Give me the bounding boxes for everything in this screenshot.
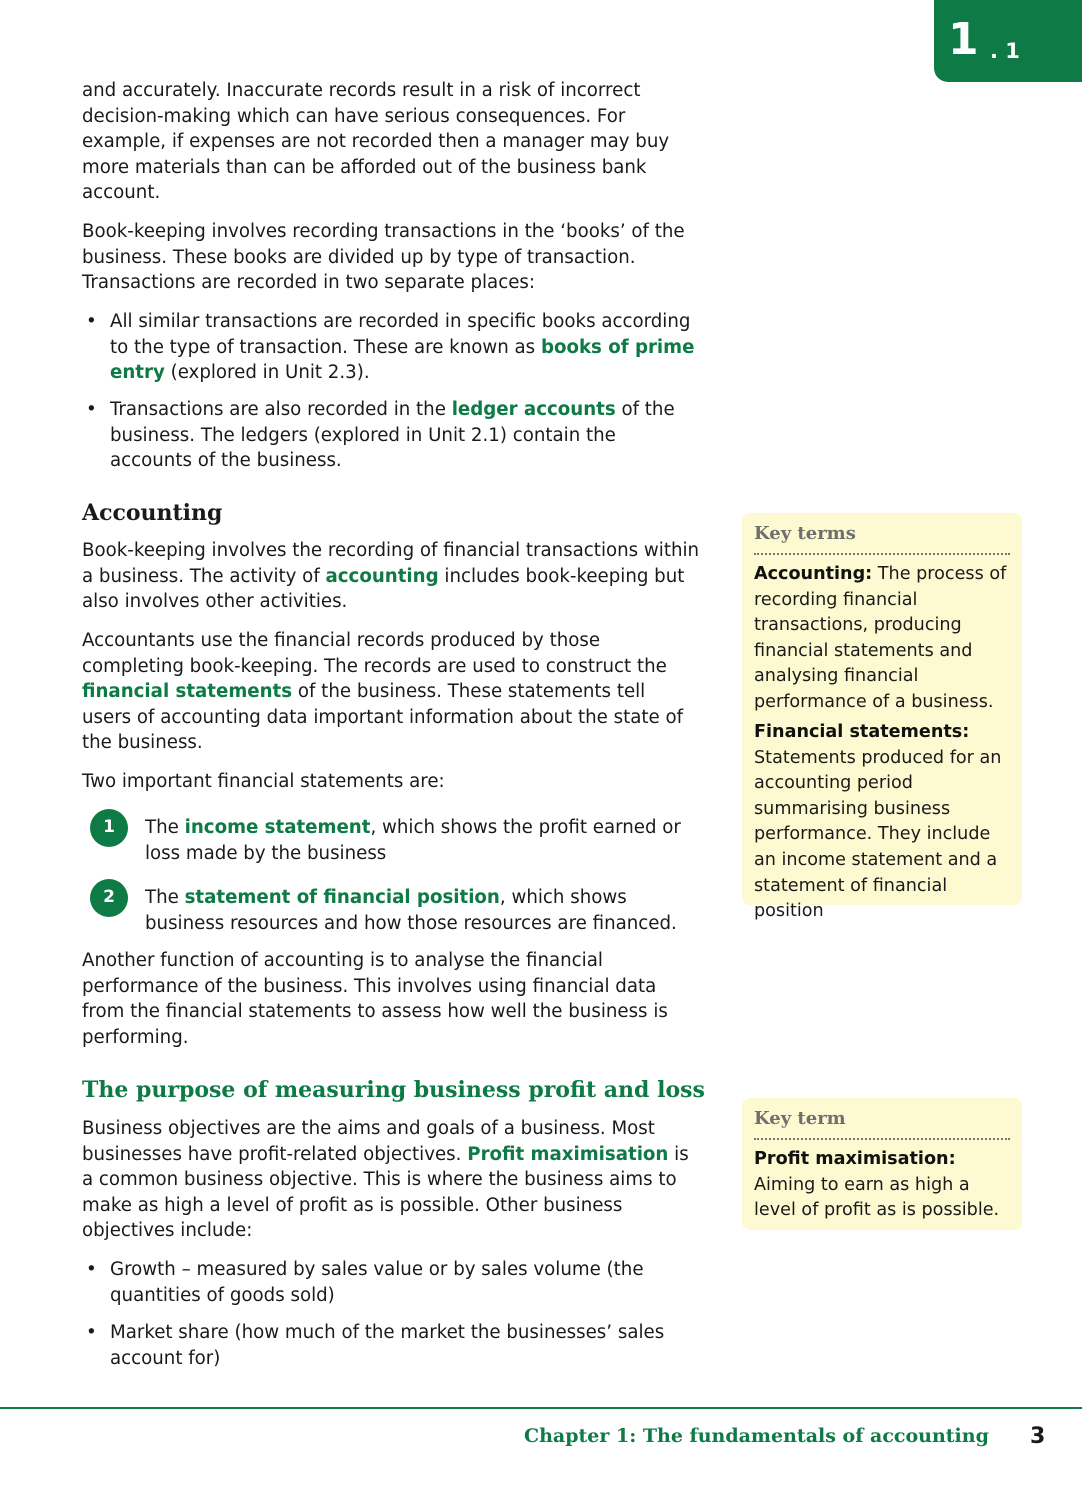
accounting-paragraph-1: Book-keeping involves the recording of financial transactions within a business. The activity of accounting includes book-keeping but also involves other activities. [82, 540, 700, 613]
unit-minor: . 1 [990, 39, 1020, 63]
accounting-paragraph-2: Accountants use the financial records produced by those completing book-keeping. The records are used to construct the financial statements of the business. These statements tell users of accounting data important information about the state of the business. [82, 630, 684, 754]
footer-divider [0, 1407, 1082, 1409]
key-term-link: income statement [184, 817, 371, 838]
key-term-entry: Accounting: The process of recording financial transactions, producing financial statements and analysing financial performance of a business. [754, 564, 1007, 712]
key-term-link: financial statements [82, 681, 293, 703]
number-badge: 1 [90, 809, 128, 847]
page-number: 3 [1030, 1424, 1046, 1449]
chapter-title: Chapter 1: The fundamentals of accounting [524, 1425, 989, 1447]
key-term-link: statement of financial position [184, 887, 500, 908]
accounting-paragraph-4: Another function of accounting is to analyse the financial performance of the business. This involves using financial data from the financial statements to assess how well the business is performing. [82, 950, 668, 1048]
key-term-box [742, 1098, 1022, 1230]
key-terms-box [742, 513, 1022, 922]
section-heading-purpose: The purpose of measuring business profit and loss [82, 1077, 705, 1103]
key-term-entry: Profit maximisation: Aiming to earn as high a level of profit as is possible. [754, 1149, 1000, 1221]
bullet-dot: • [86, 399, 97, 420]
unit-major: 1 [948, 14, 979, 65]
bullet-dot: • [86, 1322, 97, 1343]
key-term-link: ledger accounts [451, 399, 616, 420]
key-term-entry: Financial statements: Statements produced for an accounting period summarising business performance. They include an income statement and a statement of financial position [754, 722, 1002, 922]
unit-tab [934, 0, 1082, 82]
purpose-paragraph-1: Business objectives are the aims and goals of a business. Most businesses have profit-related objectives. Profit maximisation is a common business objective. This is where the business aims to make as high a level of profit as is possible. Other business objectives include: [82, 1118, 689, 1242]
key-term-link: accounting [325, 565, 439, 587]
number-badge: 2 [90, 879, 128, 917]
accounting-paragraph-3: Two important financial statements are: [82, 771, 445, 792]
key-terms-title: Key terms [754, 521, 1010, 555]
intro-paragraph-2: Book-keeping involves recording transactions in the ‘books’ of the business. These books are divided up by type of transaction. Transactions are recorded in two separate places: [82, 221, 685, 294]
bullet-dot: • [86, 1259, 97, 1280]
key-term-link: books of prime entry [110, 336, 695, 384]
key-term-title: Key term [754, 1106, 1010, 1140]
key-term-link: Profit maximisation [467, 1143, 669, 1165]
bullet-dot: • [86, 311, 97, 332]
intro-paragraph-1: and accurately. Inaccurate records result in a risk of incorrect decision-making which can have serious consequences. For example, if expenses are not recorded then a manager may buy more materials than can be afforded out of the business bank account. [82, 80, 670, 204]
section-heading-accounting: Accounting [82, 500, 223, 526]
